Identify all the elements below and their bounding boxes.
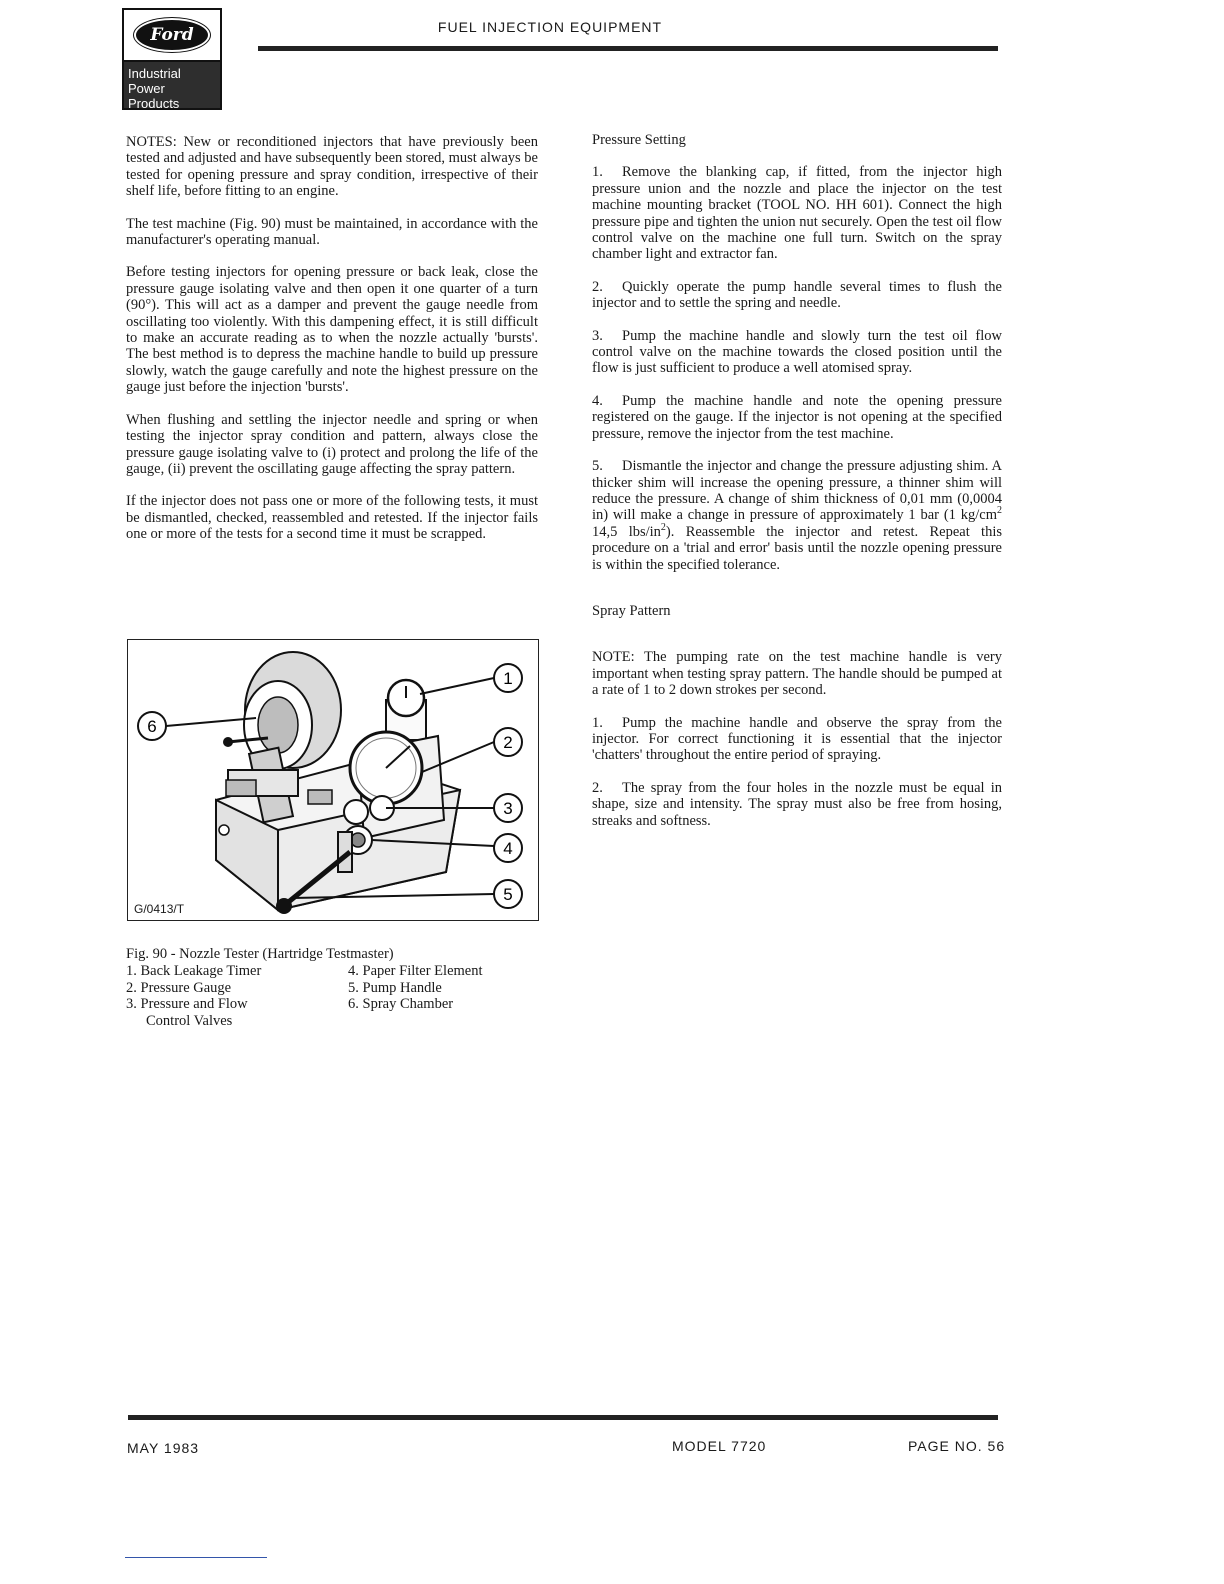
- step-text: ). Reassemble the injector and retest. Repeat this procedure on a 'trial and error' basis until the nozzle opening pressure is within the specified tolerance.: [592, 523, 1002, 573]
- spray-note-paragraph: NOTE: The pumping rate on the test machine handle is very important when testing spray pattern. The handle should be pumped at a rate of 1 to 2 down strokes per second.: [592, 649, 1002, 699]
- step-number: 3.: [592, 327, 603, 344]
- retest-paragraph: If the injector does not pass one or more of the following tests, it must be dismantled, checked, reassembled and retested. If the injector fails one or more of the tests for a second time it must be scrapped.: [126, 493, 538, 543]
- step-paragraph: [592, 328, 1002, 377]
- right-column: [592, 132, 1002, 845]
- section-heading-spray-pattern: Spray Pattern: [592, 602, 671, 619]
- superscript: 2: [660, 521, 666, 533]
- step-number: 2.: [592, 278, 603, 295]
- superscript: 2: [997, 505, 1002, 517]
- brand-name: Ford: [150, 25, 194, 45]
- step-paragraph: [592, 780, 1002, 829]
- figure-caption-title: Fig. 90 - Nozzle Tester (Hartridge Testmaster): [126, 946, 394, 962]
- step-number: 1.: [592, 714, 603, 731]
- legend-item: 1. Back Leakage Timer: [126, 962, 262, 979]
- flushing-paragraph: When flushing and settling the injector needle and spring or when testing the injector spray condition and pattern, always close the pressure gauge isolating valve to (i) protect and prolong the life of the gauge, (ii) prevent the oscillating gauge affecting the spray pattern.: [126, 411, 538, 477]
- step-paragraph: [592, 164, 1002, 262]
- footer-model: MODEL 7720: [672, 1438, 767, 1454]
- legend-item: 3. Pressure and Flow: [126, 996, 248, 1013]
- page-header-title: FUEL INJECTION EQUIPMENT: [437, 19, 663, 35]
- division-line-2: Power: [128, 81, 165, 96]
- nozzle-tester-figure: [127, 639, 539, 921]
- division-line-3: Products: [128, 96, 180, 111]
- callout-6: [138, 712, 166, 740]
- step-text: Quickly operate the pump handle several times to flush the injector and to settle the spring and needle.: [592, 278, 1002, 312]
- step-paragraph: [592, 715, 1002, 764]
- callout-5: [494, 880, 522, 908]
- legend-item: 4. Paper Filter Element: [348, 962, 483, 979]
- svg-text:3: 3: [503, 799, 513, 818]
- division-name: [124, 62, 220, 111]
- footnote-divider: [125, 1557, 267, 1558]
- svg-text:2: 2: [503, 733, 513, 752]
- header-rule: [258, 46, 998, 51]
- nozzle-tester-illustration: [128, 640, 538, 920]
- division-line-1: Industrial: [128, 66, 181, 81]
- footer-date: MAY 1983: [127, 1440, 200, 1456]
- figure-legend: [126, 963, 483, 1030]
- gauge-damping-paragraph: Before testing injectors for opening pressure or back leak, close the pressure gauge isolating valve and then open it one quarter of a turn (90°). This will act as a damper and prevent the gauge needle from oscillating too violently. With this dampening effect, it is still difficult to make an accurate reading as to when the nozzle actually 'bursts'. The best method is to depress the machine handle to build up pressure slowly, watch the gauge carefully and note the highest pressure on the gauge just before the injection 'bursts'.: [126, 264, 538, 396]
- svg-text:1: 1: [503, 669, 513, 688]
- legend-item: 6. Spray Chamber: [348, 996, 454, 1013]
- step-text: Pump the machine handle and note the opening pressure registered on the gauge. If the injector is not opening at the specified pressure, remove the injector from the test machine.: [592, 392, 1002, 442]
- callout-2: [494, 728, 522, 756]
- step-text: Remove the blanking cap, if fitted, from the injector high pressure union and the nozzle and place the injector on the test machine mounting bracket (TOOL NO. HH 601). Connect the high pressure pipe and tighten the union nut securely. Open the test oil flow control valve on the machine one full turn. Switch on the spray chamber light and extractor fan.: [592, 164, 1002, 263]
- callout-4: [494, 834, 522, 862]
- maintenance-paragraph: The test machine (Fig. 90) must be maintained, in accordance with the manufacturer's operating manual.: [126, 215, 538, 249]
- section-heading-pressure-setting: Pressure Setting: [592, 132, 686, 148]
- notes-paragraph: NOTES: New or reconditioned injectors that have previously been tested and adjusted and have subsequently been stored, must always be tested for opening pressure and spray condition, irrespective of their shelf life, before fitting to an engine.: [126, 134, 538, 200]
- legend-item-continuation: Control Valves: [146, 1013, 233, 1030]
- figure-reference-code: G/0413/T: [134, 902, 185, 916]
- svg-text:5: 5: [503, 885, 513, 904]
- legend-item: 2. Pressure Gauge: [126, 979, 232, 996]
- step-number: 1.: [592, 164, 603, 181]
- step-text: Pump the machine handle and observe the spray from the injector. For correct functioning it is essential that the injector 'chatters' throughout the entire period of spraying.: [592, 714, 1002, 764]
- step-paragraph: [592, 279, 1002, 312]
- step-paragraph: [592, 393, 1002, 442]
- ford-oval-emblem: [124, 10, 220, 62]
- legend-item: 5. Pump Handle: [348, 979, 442, 996]
- figure-caption: [126, 946, 483, 1030]
- footer-page-number: PAGE NO. 56: [908, 1438, 1006, 1454]
- step-text: The spray from the four holes in the nozzle must be equal in shape, size and intensity. The spray must also be free from hosing, streaks and softness.: [592, 779, 1002, 829]
- svg-text:4: 4: [503, 839, 513, 858]
- step-number: 4.: [592, 392, 603, 409]
- ford-industrial-logo: [122, 8, 222, 110]
- svg-text:6: 6: [147, 717, 157, 736]
- step-text: Pump the machine handle and slowly turn the test oil flow control valve on the machine towards the closed position until the flow is just sufficient to produce a well atomised spray.: [592, 327, 1002, 377]
- step-paragraph: [592, 458, 1002, 573]
- footer-rule: [128, 1415, 998, 1420]
- callout-3: [494, 794, 522, 822]
- left-column: [126, 134, 538, 559]
- callout-1: [494, 664, 522, 692]
- step-text: 14,5 lbs/in: [592, 523, 661, 540]
- step-number: 2.: [592, 779, 603, 796]
- step-text: Dismantle the injector and change the pressure adjusting shim. A thicker shim will increase the opening pressure, a thinner shim will reduce the pressure. A change of shim thickness of 0,01 mm (0,0004 in) will make a change in pressure of approximately 1 bar (1 kg/cm: [592, 458, 1002, 524]
- step-number: 5.: [592, 458, 603, 475]
